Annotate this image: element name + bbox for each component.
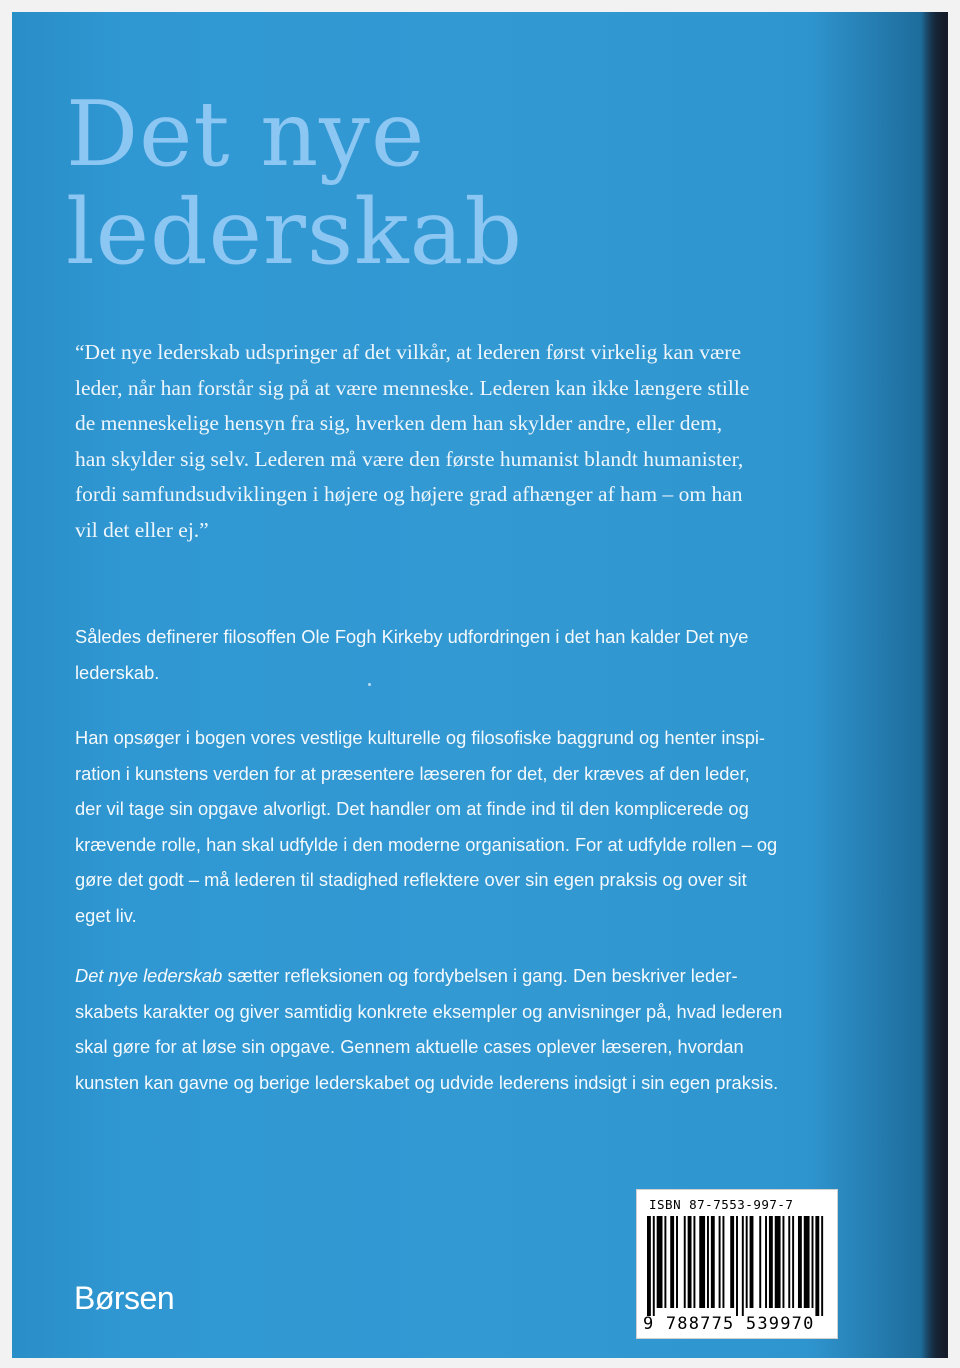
barcode-bar: [657, 1216, 663, 1308]
paragraph-line: gøre det godt – må lederen til stadighed reflektere over sin egen praksis og over sit: [75, 869, 747, 890]
book-title: [66, 82, 523, 285]
barcode-bar: [684, 1216, 686, 1308]
paragraph-line: krævende rolle, han skal udfylde i den moderne organisation. For at udfylde rollen – og: [75, 833, 778, 855]
barcode-bar: [782, 1216, 784, 1308]
paragraph-line: kunsten kan gavne og berige lederskabet og udvide lederens indsigt i sin egen praksis.: [75, 1071, 779, 1093]
barcode-bar: [730, 1216, 734, 1308]
paragraph-line: der vil tage sin opgave alvorligt. Det handler om at finde ind til den komplicerede og: [75, 798, 749, 819]
quote-line: fordi samfundsudviklingen i højere og højere grad afhænger af ham – om han: [75, 482, 743, 506]
barcode-bar: [775, 1216, 781, 1308]
barcode-bar: [664, 1216, 666, 1308]
barcode-bar: [699, 1216, 705, 1308]
quote-line: vil det eller ej.”: [75, 517, 209, 542]
isbn-barcode-label: [636, 1189, 838, 1339]
barcode-bar: [688, 1216, 692, 1308]
paragraph-summary: [75, 958, 895, 1100]
barcode-bar: [647, 1216, 651, 1316]
barcode-bar: [719, 1216, 721, 1308]
barcode-bar: [759, 1216, 761, 1308]
book-title-line-1: Det nye: [66, 82, 426, 187]
barcode-bar: [788, 1216, 790, 1308]
book-title-line-2: lederskab: [66, 180, 523, 285]
paragraph-line: skabets karakter og giver samtidig konkrete eksempler og anvisninger på, hvad lederen: [75, 1000, 783, 1022]
paragraph-line: Han opsøger i bogen vores vestlige kulturelle og filosofiske baggrund og henter inspi-: [75, 727, 766, 748]
barcode: [645, 1216, 829, 1316]
quote-line: de menneskelige hensyn fra sig, hverken dem han skylder andre, eller dem,: [75, 411, 723, 435]
barcode-bar: [711, 1216, 715, 1308]
barcode-bar: [742, 1216, 744, 1316]
barcode-bar: [750, 1216, 754, 1308]
paragraph-line: skal gøre for at løse sin opgave. Gennem aktuelle cases oplever læseren, hvordan: [75, 1036, 744, 1057]
quote-block: [75, 335, 885, 548]
paragraph-line: eget liv.: [75, 904, 137, 926]
barcode-bar: [653, 1216, 655, 1316]
publisher-logo: Børsen: [74, 1280, 175, 1316]
quote-line: “Det nye lederskab udspringer af det vilkår, at lederen først virkelig kan være: [75, 340, 741, 364]
barcode-bar: [676, 1216, 678, 1308]
barcode-bar: [812, 1216, 814, 1308]
barcode-bar: [765, 1216, 767, 1308]
paragraph-intro: [75, 619, 895, 690]
barcode-bar: [792, 1216, 794, 1308]
paragraph-description: [75, 720, 895, 933]
barcode-bar: [815, 1216, 819, 1316]
barcode-bar: [746, 1216, 748, 1308]
barcode-bar: [798, 1216, 802, 1308]
paragraph-line: lederskab.: [75, 661, 160, 683]
quote-line: leder, når han forstår sig på at være menneske. Lederen kan ikke længere stille: [75, 375, 750, 400]
back-cover: [12, 12, 948, 1358]
spine-edge: [922, 12, 948, 1358]
barcode-bar: [693, 1216, 695, 1308]
paragraph-line: ration i kunstens verden for at præsentere læseren for det, der kræves af den leder,: [75, 762, 750, 784]
dust-speck: [368, 683, 371, 686]
paragraph-line: Således definerer filosoffen Ole Fogh Kirkeby udfordringen i det han kalder Det nye: [75, 626, 749, 647]
paragraph-line: sætter refleksionen og fordybelsen i gang. Den beskriver leder-: [222, 965, 738, 986]
barcode-bar: [670, 1216, 674, 1308]
barcode-bar: [821, 1216, 823, 1316]
italic-book-title: Det nye lederskab: [75, 965, 223, 986]
quote-line: han skylder sig selv. Lederen må være den første humanist blandt humanister,: [75, 446, 744, 471]
isbn-number: ISBN 87-7553-997-7: [649, 1197, 794, 1212]
barcode-bar: [707, 1216, 709, 1308]
barcode-bar: [804, 1216, 810, 1308]
barcode-bar: [736, 1216, 738, 1316]
barcode-bar: [722, 1216, 724, 1308]
ean-number: 9 788775 539970: [643, 1314, 815, 1334]
barcode-bar: [769, 1216, 773, 1308]
